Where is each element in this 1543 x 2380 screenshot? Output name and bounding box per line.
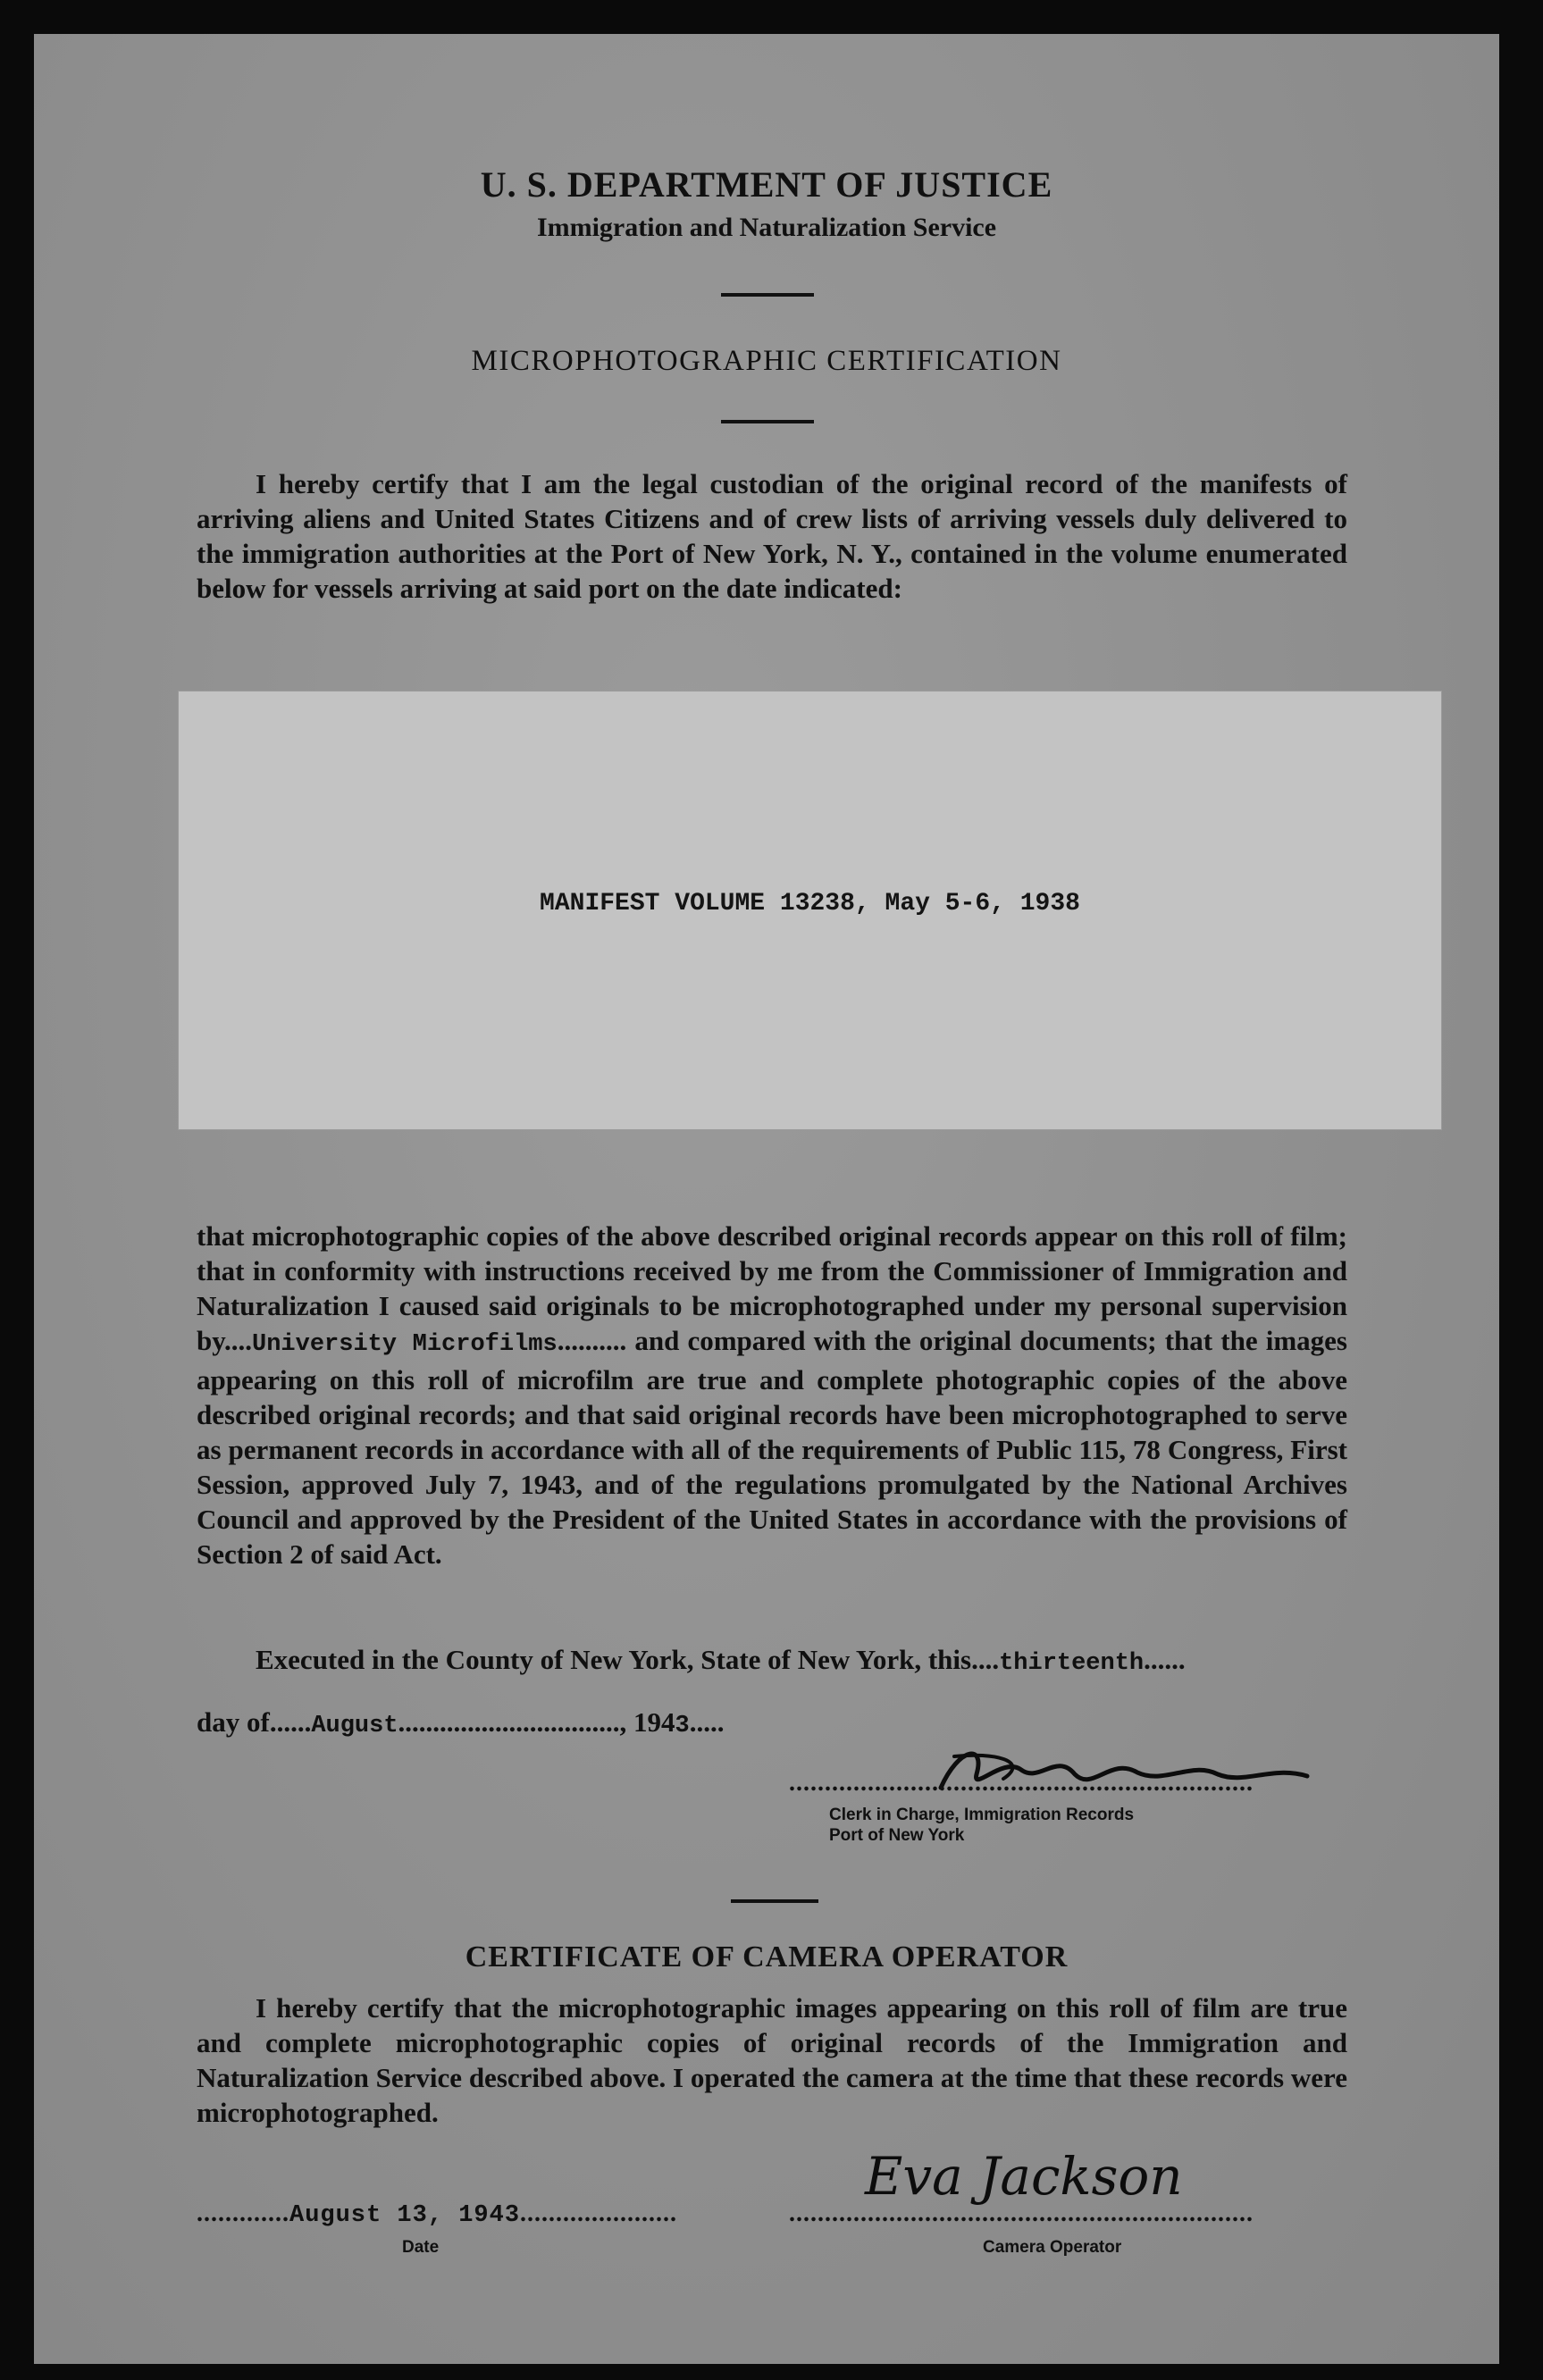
divider-rule — [721, 420, 814, 423]
clerk-port: Port of New York — [829, 1826, 965, 1845]
body-text-after: and compared with the original documents; that the images appearing on this roll of microfilm are true and complete photographic copies of the above described original records; and that said original records have been microphotographed to serve as permanent records in accordance with all of the requirements of Public 115, 78 Congress, First Session, approved July 7, 1943, and of the regulations promulgated by the National Archives Council and approved by the President of the United States in accordance with the provisions of Section 2 of said Act. — [197, 1325, 1347, 1570]
fill-dots: ...................... — [520, 2200, 678, 2227]
clerk-title: Clerk in Charge, Immigration Records — [829, 1806, 1135, 1824]
operator-label: Camera Operator — [983, 2238, 1122, 2257]
year-digit: 3 — [675, 1713, 690, 1739]
divider-rule — [721, 293, 814, 297]
certification-body — [197, 1219, 1347, 1571]
fill-dots: ...... — [269, 1706, 312, 1738]
certificate-page — [34, 34, 1499, 2364]
fill-dots: ..... — [689, 1706, 725, 1738]
date-label: Date — [402, 2238, 440, 2257]
execution-day: thirteenth — [999, 1650, 1145, 1677]
operator-company: University Microfilms — [252, 1331, 558, 1358]
clerk-caption — [829, 1805, 1134, 1846]
execution-prefix: Executed in the County of New York, State of New York, this — [256, 1644, 972, 1675]
body-text-before: that microphotographic copies of the above described original records appear on this roll of film; that in conformity with instructions received by me from the Commissioner of Immigration and Naturalization I caused said originals to be microphotographed under my personal supervision by — [197, 1220, 1347, 1356]
operator-signature-text: Eva Jackson — [865, 2146, 1183, 2207]
fill-dots: .... — [971, 1644, 1000, 1675]
camera-certificate-title: CERTIFICATE OF CAMERA OPERATOR — [465, 1940, 1069, 1974]
fill-dots: .......... — [557, 1325, 627, 1356]
day-of-label: day of — [197, 1706, 270, 1738]
intro-paragraph: I hereby certify that I am the legal custodian of the original record of the manifests of arriving aliens and United States Citizens and of crew lists of arriving vessels duly delivered to the immigration authorities at the Port of New York, N. Y., contained in the volume enumerated below for vessels arriving at said port on the date indicated: — [197, 468, 1347, 604]
fill-dots: ...... — [1144, 1644, 1186, 1675]
year-prefix: 194 — [633, 1706, 675, 1738]
manifest-volume-label: MANIFEST VOLUME 13238, May 5-6, 1938 — [540, 890, 1080, 918]
fill-dots: ............. — [197, 2200, 289, 2227]
fill-dots: ................................, — [398, 1706, 634, 1738]
execution-line — [256, 1644, 1186, 1677]
day-of-line — [197, 1706, 725, 1739]
clerk-signature-line: ................................................................. — [789, 1769, 1254, 1797]
fill-dots: .... — [224, 1325, 253, 1356]
date-field — [197, 2200, 677, 2229]
certificate-date: August 13, 1943 — [289, 2202, 521, 2229]
camera-certificate-text: I hereby certify that the microphotographic images appearing on this roll of film are true and complete microphotographic copies of original records of the Immigration and Naturalization Service described above. I operated the camera at the time that these records were microphotographed. — [197, 1992, 1347, 2128]
operator-signature-line: ................................................................. — [789, 2200, 1254, 2227]
service-subtitle: Immigration and Naturalization Service — [536, 213, 997, 242]
divider-rule — [731, 1899, 818, 1903]
certification-title: MICROPHOTOGRAPHIC CERTIFICATION — [471, 345, 1062, 377]
department-title: U. S. DEPARTMENT OF JUSTICE — [480, 164, 1053, 205]
volume-slip — [179, 691, 1441, 1129]
execution-month: August — [311, 1713, 398, 1739]
